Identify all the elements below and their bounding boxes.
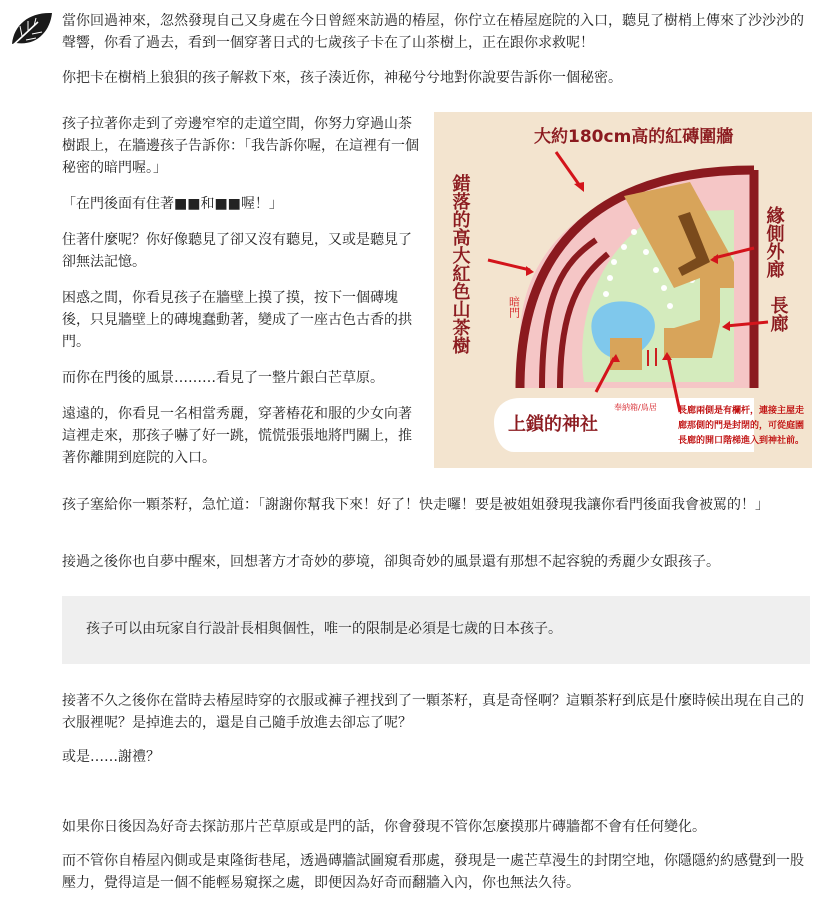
secret-door-label: 暗門 [507, 296, 521, 318]
body-paragraph: 而不管你自椿屋內側或是東隆街巷尾，透過磚牆試圖窺看那處，發現是一處芒草漫生的封閉空地，你隱隱約約感覺到一股壓力，覺得這是一個不能輕易窺探之處，即便因為好奇而翻牆入內，你也無法久待。 [62, 853, 804, 891]
corridor-note-text: 長廊兩側是有欄杆，連接主屋走廊那側的門是封閉的，可從庭園長廊的開口階梯進入到神社前。 [678, 406, 805, 446]
secret-quote: 「在門後面有住著■■和■■喔！」 [62, 196, 283, 212]
after-paragraph: 接過之後你也自夢中醒來，回想著方才奇妙的夢境，卻與奇妙的風景還有那想不起容貌的秀麗少女跟孩子。 [62, 554, 720, 570]
body-paragraph: 接著不久之後你在當時去椿屋時穿的衣服或褲子裡找到了一顆茶籽，真是奇怪啊？這顆茶籽到底是什麼時候出現在自己的衣服裡呢？是掉進去的，還是自己隨手放進去卻忘了呢？ [62, 693, 804, 731]
offering-label: 奉納箱/鳥居 [614, 403, 657, 412]
leaf-icon [8, 10, 54, 50]
shrine-building [610, 338, 642, 370]
story-paragraph: 困惑之間，你看見孩子在牆壁上摸了摸，按下一個磚塊後，只見牆壁上的磚塊蠢動著，變成了一座古色古香的拱門。 [62, 290, 412, 350]
story-paragraph: 而你在門後的風景………看見了一整片銀白芒草原。 [62, 370, 384, 386]
body-paragraph: 或是……謝禮？ [62, 749, 160, 765]
intro-paragraph: 當你回過神來，忽然發現自己又身處在今日曾經來訪過的椿屋，你佇立在椿屋庭院的入口，聽見了樹梢上傳來了沙沙沙的聲響，你看了過去，看到一個穿著日式的七歲孩子卡在了山茶樹上，正在跟你求救呢！ [62, 13, 804, 51]
note-box [62, 596, 810, 664]
story-paragraph: 孩子拉著你走到了旁邊窄窄的走道空間，你努力穿過山茶樹跟上，在牆邊孩子告訴你：「我告訴你喔，在這裡有一個秘密的暗門喔。」 [62, 116, 419, 176]
engawa-label: 緣側外廊 [763, 206, 785, 278]
garden-map [434, 112, 812, 468]
corridor-note [678, 404, 810, 466]
corridor-label: 長廊 [767, 296, 789, 332]
shrine-label: 上鎖的神社 [508, 414, 598, 435]
wall-label: 大約180cm高的紅磚圍牆 [534, 127, 734, 147]
story-paragraph: 遠遠的，你看見一名相當秀麗，穿著椿花和服的少女向著這裡走來，那孩子嚇了好一跳，慌慌張張地將門關上，推著你離開到庭院的入口。 [62, 406, 412, 466]
intro-paragraph: 你把卡在樹梢上狼狽的孩子解救下來，孩子湊近你，神秘兮兮地對你說要告訴你一個秘密。 [62, 70, 622, 86]
story-column [62, 113, 424, 483]
story-paragraph: 住著什麼呢？你好像聽見了卻又沒有聽見，又或是聽見了卻無法記憶。 [62, 232, 412, 270]
body-paragraph: 如果你日後因為好奇去探訪那片芒草原或是門的話，你會發現不管你怎麼摸那片磚牆都不會有任何變化。 [62, 819, 706, 835]
after-paragraph: 孩子塞給你一顆茶籽，急忙道：「謝謝你幫我下來！好了！快走囉！要是被姐姐發現我讓你看門後面我會被罵的！」 [62, 497, 769, 513]
note-text: 孩子可以由玩家自行設計長相與個性，唯一的限制是必須是七歲的日本孩子。 [86, 621, 562, 637]
tree-label: 錯落的高大紅色山茶樹 [449, 174, 471, 354]
